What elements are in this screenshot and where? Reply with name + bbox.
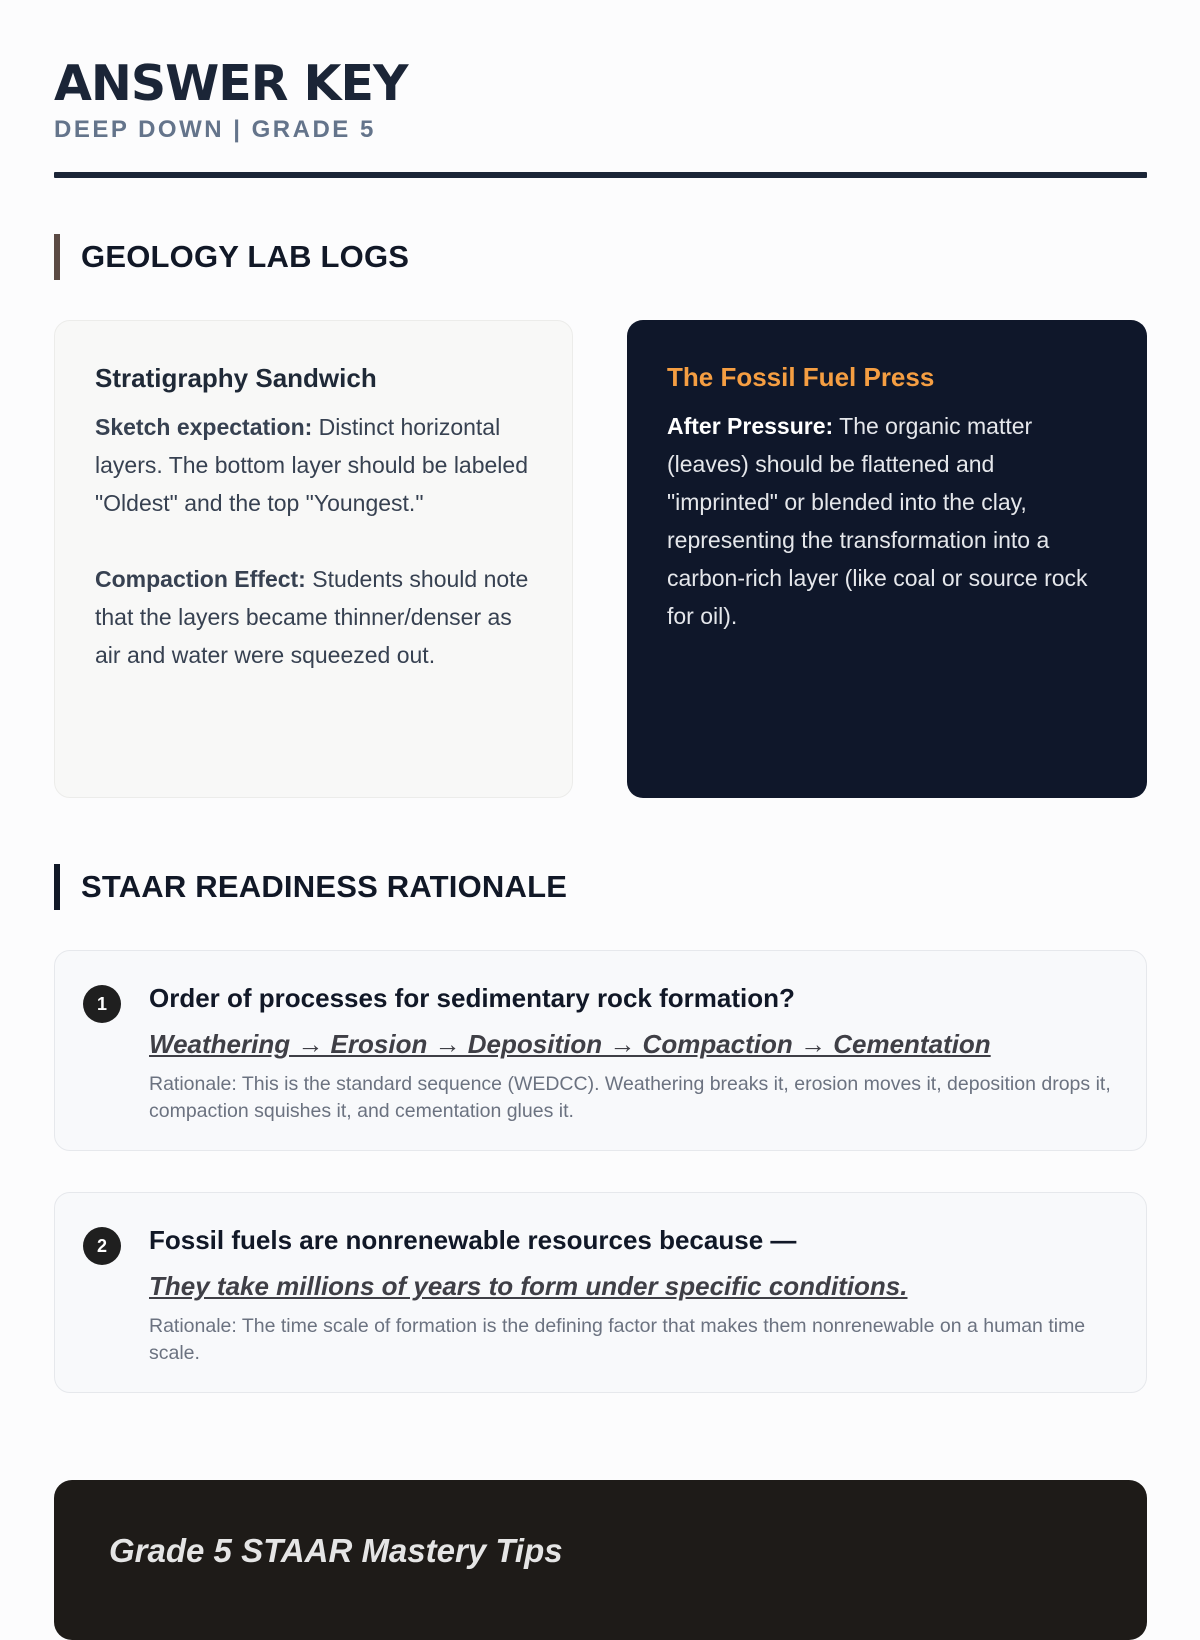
header [54, 0, 1147, 178]
lab-card-paragraph [95, 408, 532, 522]
paragraph-text: Distinct horizontal layers. The bottom layer should be labeled "Oldest" and the top "Youngest." [95, 414, 529, 516]
lab-card-title: Stratigraphy Sandwich [95, 363, 377, 393]
question-rationale: Rationale: The time scale of formation is the defining factor that makes them nonrenewable on a human time scale. [149, 1315, 1086, 1364]
question-text: Order of processes for sedimentary rock formation? [149, 983, 795, 1013]
question-number-badge: 1 [83, 985, 121, 1023]
paragraph-label: Compaction Effect: [95, 566, 306, 592]
lab-card-stratigraphy [54, 320, 573, 798]
mastery-tips-title: Grade 5 STAAR Mastery Tips [109, 1532, 563, 1569]
mastery-tips-panel [54, 1480, 1147, 1640]
question-card [54, 950, 1147, 1151]
page-title: ANSWER KEY [54, 55, 408, 112]
page-subtitle: DEEP DOWN | GRADE 5 [54, 116, 376, 143]
lab-cards [54, 320, 1147, 798]
header-divider [54, 172, 1147, 178]
section-accent-bar [54, 864, 60, 910]
question-rationale: Rationale: This is the standard sequence (WEDCC). Weathering breaks it, erosion moves it, deposition drops it, compaction squishes it, and cementation glues it. [149, 1073, 1111, 1122]
question-body [149, 1223, 1118, 1364]
lab-card-title: The Fossil Fuel Press [667, 362, 935, 392]
section-title: GEOLOGY LAB LOGS [81, 239, 410, 274]
answer-key-page [54, 0, 1147, 1393]
section-heading-geology [54, 234, 1147, 280]
paragraph-label: After Pressure: [667, 413, 834, 439]
paragraph-text: Students should note that the layers became thinner/denser as air and water were squeezed out. [95, 566, 529, 668]
question-card [54, 1192, 1147, 1393]
question-number-badge: 2 [83, 1227, 121, 1265]
lab-card-paragraph [95, 560, 532, 674]
section-title: STAAR READINESS RATIONALE [81, 869, 568, 904]
question-answer: Weathering → Erosion → Deposition → Compaction → Cementation [149, 1029, 991, 1059]
lab-card-fossil-fuel [627, 320, 1147, 798]
paragraph-label: Sketch expectation: [95, 414, 313, 440]
lab-card-paragraph [667, 407, 1107, 635]
question-text: Fossil fuels are nonrenewable resources because — [149, 1225, 797, 1255]
section-accent-bar [54, 234, 60, 280]
question-answer: They take millions of years to form under specific conditions. [149, 1271, 908, 1301]
question-body [149, 981, 1118, 1122]
paragraph-text: The organic matter (leaves) should be flattened and "imprinted" or blended into the clay, representing the transformation into a carbon-rich layer (like coal or source rock for oil). [667, 413, 1088, 629]
section-heading-staar [54, 864, 1147, 910]
